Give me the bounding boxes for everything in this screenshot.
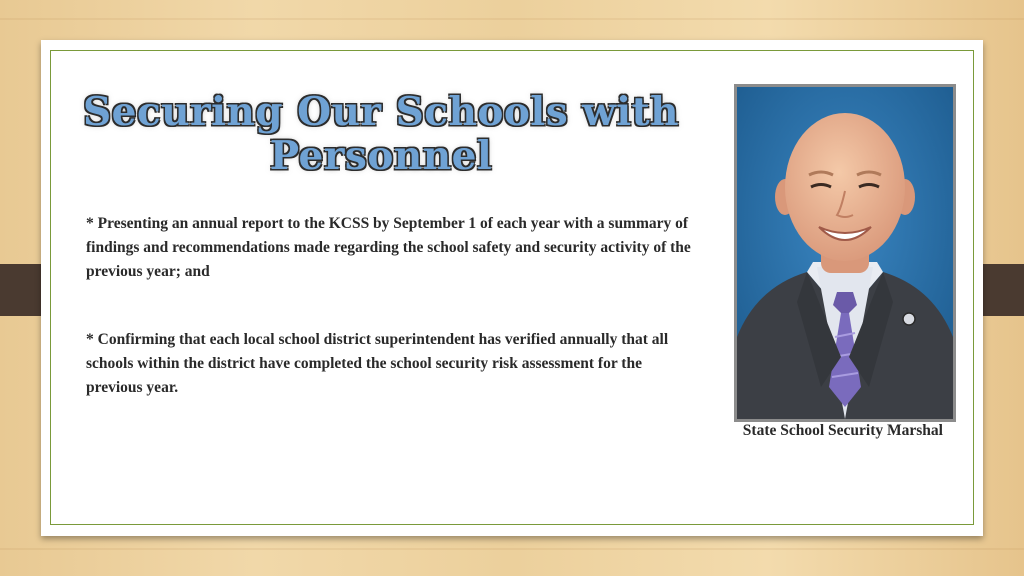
slide-title: Securing Our Schools with Personnel: [83, 89, 679, 179]
bullet-annual-report: * Presenting an annual report to the KCSS by September 1 of each year with a summary of findings and recommendations made regarding the school safety and security activity of the previous year; and: [86, 215, 691, 280]
portrait-illustration: [737, 87, 953, 419]
marshal-photo: [734, 84, 956, 422]
slide-card: [41, 40, 983, 536]
wood-grain: [0, 18, 1024, 20]
wood-grain: [0, 548, 1024, 550]
bullet-risk-assessment: * Confirming that each local school district superintendent has verified annually that all schools within the district have completed the school security risk assessment for the previous year.: [86, 331, 669, 396]
photo-caption: State School Security Marshal: [742, 422, 943, 439]
